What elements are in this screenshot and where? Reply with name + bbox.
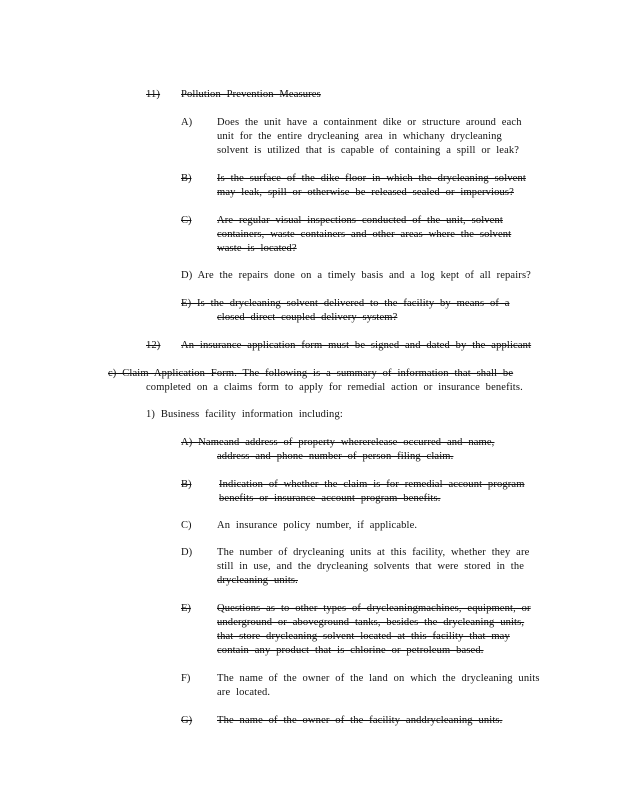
section-c-line-1: c) Claim Application Form. The following is a summary of information that shall be — [108, 368, 514, 379]
item-11a-line-1: Does the unit have a containment dike or structure around each — [217, 117, 522, 128]
claim-a-line-1: A) Nameand address of property whererelease occurred and name, — [181, 437, 495, 448]
claim-e-line-3: that store drycleaning solvent located at this facility that may — [217, 631, 510, 642]
claim-c-marker: C) — [181, 520, 192, 531]
claim-f-line-2: are located. — [217, 687, 271, 698]
claim-c-line-1: An insurance policy number, if applicable. — [217, 520, 418, 531]
item-11a-marker: A) — [181, 117, 193, 128]
claim-e-line-4: contain any product that is chlorine or petroleum based. — [217, 645, 484, 656]
item-12-text: An insurance application form must be signed and dated by the applicant — [181, 340, 532, 351]
claim-d-line-2: still in use, and the drycleaning solvents that were stored in the — [217, 561, 525, 572]
item-11c-line-1: Are regular visual inspections conducted of the unit, solvent — [217, 215, 503, 226]
item-11b-line-2: may leak, spill or otherwise be released sealed or impervious? — [217, 187, 514, 198]
item-11-heading: Pollution Prevention Measures — [181, 89, 321, 100]
claim-e-line-1: Questions as to other types of drycleaningmachines, equipment, or — [217, 603, 531, 614]
claim-e-marker: E) — [181, 603, 191, 614]
item-12-number: 12) — [146, 340, 161, 351]
item-11e-line-2: closed direct coupled delivery system? — [217, 312, 398, 323]
claim-g-marker: G) — [181, 715, 193, 726]
item-11c-line-2: containers, waste containers and other areas where the solvent — [217, 229, 512, 240]
claim-g-line-1: The name of the owner of the facility anddrycleaning units. — [217, 715, 503, 726]
claim-e-line-2: underground or aboveground tanks, besides the drycleaning units, — [217, 617, 525, 628]
item-11d-line: D) Are the repairs done on a timely basis and a log kept of all repairs? — [181, 270, 531, 281]
claim-b-line-2: benefits or insurance account program benefits. — [219, 493, 441, 504]
claim-d-marker: D) — [181, 547, 193, 558]
claim-d-line-3: drycleaning units. — [217, 575, 298, 586]
claim-a-line-2: address and phone number of person filing claim. — [217, 451, 454, 462]
claim-d-line-1: The number of drycleaning units at this facility, whether they are — [217, 547, 530, 558]
claim-b-marker: B) — [181, 479, 192, 490]
claim-f-line-1: The name of the owner of the land on which the drycleaning units — [217, 673, 540, 684]
item-11c-marker: C) — [181, 215, 192, 226]
item-11-number: 11) — [146, 89, 161, 100]
item-11a-line-2: unit for the entire drycleaning area in whichany drycleaning — [217, 131, 502, 142]
item-11b-line-1: Is the surface of the dike floor in which the drycleaning solvent — [217, 173, 526, 184]
item-11a-line-3: solvent is utilized that is capable of containing a spill or leak? — [217, 145, 520, 156]
item-11c-line-3: waste is located? — [217, 243, 297, 254]
business-facility-heading: 1) Business facility information including: — [146, 409, 343, 420]
item-11b-marker: B) — [181, 173, 192, 184]
claim-b-line-1: Indication of whether the claim is for remedial account program — [219, 479, 525, 490]
claim-f-marker: F) — [181, 673, 191, 684]
item-11e-line-1: E) Is the drycleaning solvent delivered to the facility by means of a — [181, 298, 510, 309]
section-c-line-2: completed on a claims form to apply for remedial action or insurance benefits. — [146, 382, 523, 393]
